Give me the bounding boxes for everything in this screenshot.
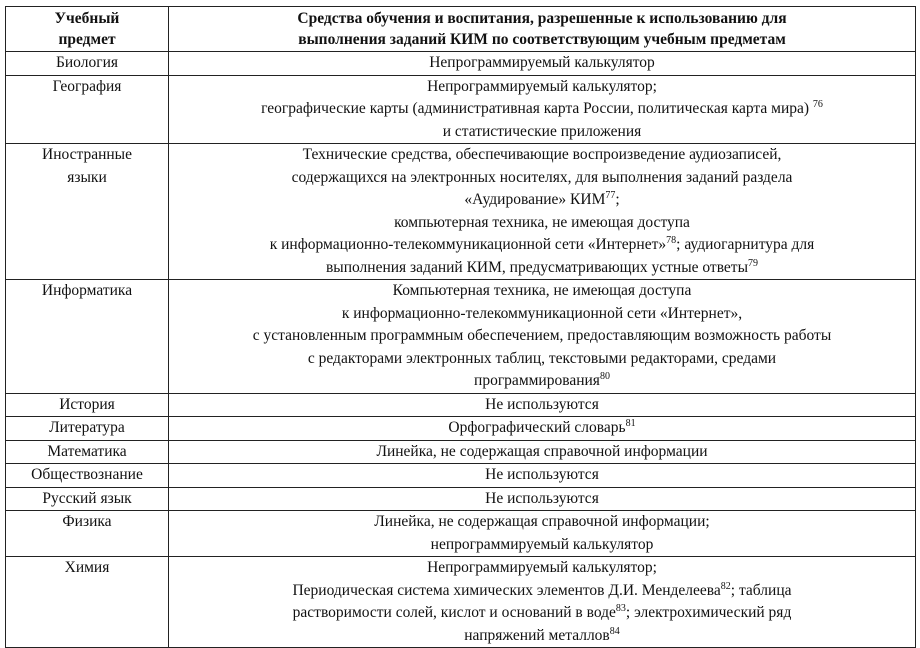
- subject-cell: [6, 393, 169, 417]
- allowed-means-table: [5, 6, 916, 648]
- means-text: с редакторами электронных таблиц, текстовыми редакторами, средами: [307, 349, 777, 367]
- header-subject-line: Учебный: [54, 10, 120, 27]
- subject-name: Биология: [55, 54, 118, 71]
- table-row: [6, 144, 916, 280]
- means-cell: [169, 557, 916, 648]
- means-line: [172, 98, 912, 121]
- table-row: [6, 280, 916, 394]
- means-line: [172, 348, 912, 371]
- means-line: [172, 557, 912, 580]
- means-text: Линейка, не содержащая справочной информации: [376, 442, 708, 460]
- subject-cell: [6, 464, 169, 488]
- means-line: [172, 625, 912, 648]
- means-text: компьютерная техника, не имеющая доступа: [394, 213, 690, 231]
- means-line: [172, 580, 912, 603]
- means-line: [172, 534, 912, 557]
- subject-name: Информатика: [41, 282, 133, 299]
- means-cell: [169, 52, 916, 76]
- table-row: [6, 75, 916, 144]
- subject-cell: [6, 144, 169, 280]
- subject-cell: [6, 417, 169, 441]
- footnote-ref: 83: [615, 603, 626, 614]
- means-line: [172, 121, 912, 144]
- means-line: [172, 280, 912, 303]
- means-text: Не используются: [485, 466, 599, 483]
- means-cell: [169, 393, 916, 417]
- document-page: [5, 6, 915, 648]
- table-body: [6, 52, 916, 648]
- means-text: ;: [615, 191, 620, 208]
- means-line: [172, 167, 912, 190]
- means-text: географические карты (административная карта России, политическая карта мира): [261, 100, 813, 117]
- means-line: [172, 76, 912, 99]
- means-line: [172, 189, 912, 212]
- header-subject: [6, 7, 169, 52]
- means-cell: [169, 280, 916, 394]
- subject-cell: [6, 557, 169, 648]
- means-cell: [169, 464, 916, 488]
- footnote-ref: 76: [812, 99, 823, 110]
- header-means: [169, 7, 916, 52]
- header-means-line: выполнения заданий КИМ по соответствующим учебным предметам: [298, 31, 786, 48]
- means-text: Технические средства, обеспечивающие воспроизведение аудиозаписей,: [302, 146, 782, 163]
- table-row: [6, 52, 916, 76]
- table-row: [6, 511, 916, 557]
- means-text: «Аудирование» КИМ: [464, 191, 606, 208]
- means-line: [172, 303, 912, 326]
- means-text: Непрограммируемый калькулятор: [429, 54, 655, 71]
- subject-name: Математика: [47, 442, 127, 460]
- means-cell: [169, 144, 916, 280]
- means-line: [172, 257, 912, 280]
- means-text: ; таблица: [730, 581, 792, 599]
- means-cell: [169, 417, 916, 441]
- footnote-ref: 79: [748, 257, 758, 269]
- subject-cell: [6, 52, 169, 76]
- means-line: [172, 144, 912, 167]
- means-line: [172, 394, 912, 417]
- header-means-line: Средства обучения и воспитания, разрешенные к использованию для: [297, 10, 787, 27]
- subject-cell: [6, 75, 169, 144]
- table-row: [6, 393, 916, 417]
- subject-name: История: [59, 395, 115, 413]
- means-cell: [169, 487, 916, 511]
- means-text: ; электрохимический ряд: [625, 604, 792, 621]
- means-line: [172, 602, 912, 625]
- means-text: Линейка, не содержащая справочной информации;: [374, 513, 710, 530]
- means-text: Орфографический словарь: [448, 419, 626, 436]
- means-line: [172, 370, 912, 393]
- subject-name: Иностранные: [42, 146, 132, 163]
- means-line: [172, 212, 912, 235]
- means-text: напряжений металлов: [464, 626, 610, 644]
- table-row: [6, 417, 916, 441]
- means-text: Непрограммируемый калькулятор;: [427, 559, 657, 576]
- means-cell: [169, 511, 916, 557]
- table-row: [6, 487, 916, 511]
- means-text: выполнения заданий КИМ, предусматривающих устные ответы: [325, 258, 748, 276]
- subject-name: Русский язык: [42, 489, 132, 507]
- subject-cell: [6, 440, 169, 464]
- means-cell: [169, 440, 916, 464]
- footnote-ref: 78: [666, 235, 677, 246]
- subject-name: Обществознание: [31, 466, 143, 483]
- means-text: непрограммируемый калькулятор: [430, 535, 654, 553]
- footnote-ref: 77: [605, 190, 616, 201]
- subject-name: Физика: [62, 513, 112, 530]
- means-text: программирования: [474, 372, 600, 389]
- means-line: [172, 464, 912, 487]
- means-text: и статистические приложения: [442, 122, 642, 140]
- header-subject-line: предмет: [58, 31, 116, 48]
- means-line: [172, 488, 912, 511]
- means-text: Периодическая система химических элементов Д.И. Менделеева: [292, 581, 721, 599]
- footnote-ref: 84: [609, 625, 620, 637]
- means-line: [172, 325, 912, 348]
- means-line: [172, 417, 912, 440]
- means-text: Компьютерная техника, не имеющая доступа: [392, 282, 692, 299]
- subject-cell: [6, 511, 169, 557]
- footnote-ref: 82: [720, 580, 731, 592]
- subject-name: Химия: [64, 559, 110, 576]
- means-text: с установленным программным обеспечением, предоставляющим возможность работы: [252, 327, 832, 344]
- subject-name: География: [52, 77, 122, 95]
- means-line: [172, 52, 912, 75]
- subject-name: Литература: [49, 419, 125, 436]
- means-cell: [169, 75, 916, 144]
- means-text: растворимости солей, кислот и оснований в воде: [292, 604, 616, 621]
- subject-cell: [6, 280, 169, 394]
- footnote-ref: 81: [625, 418, 636, 429]
- means-text: к информационно-телекоммуникационной сети «Интернет»: [269, 236, 667, 253]
- means-text: к информационно-телекоммуникационной сети «Интернет»,: [341, 304, 743, 322]
- table-row: [6, 464, 916, 488]
- means-line: [172, 511, 912, 534]
- subject-cell: [6, 487, 169, 511]
- table-row: [6, 557, 916, 648]
- table-header-row: [6, 7, 916, 52]
- means-text: содержащихся на электронных носителях, для выполнения заданий раздела: [291, 168, 793, 186]
- subject-name: языки: [67, 168, 107, 186]
- means-line: [172, 234, 912, 257]
- means-text: Непрограммируемый калькулятор;: [427, 77, 657, 95]
- means-text: Не используются: [485, 489, 599, 507]
- footnote-ref: 80: [599, 371, 610, 382]
- table-row: [6, 440, 916, 464]
- means-text: ; аудиогарнитура для: [676, 236, 815, 253]
- means-text: Не используются: [485, 395, 599, 413]
- means-line: [172, 441, 912, 464]
